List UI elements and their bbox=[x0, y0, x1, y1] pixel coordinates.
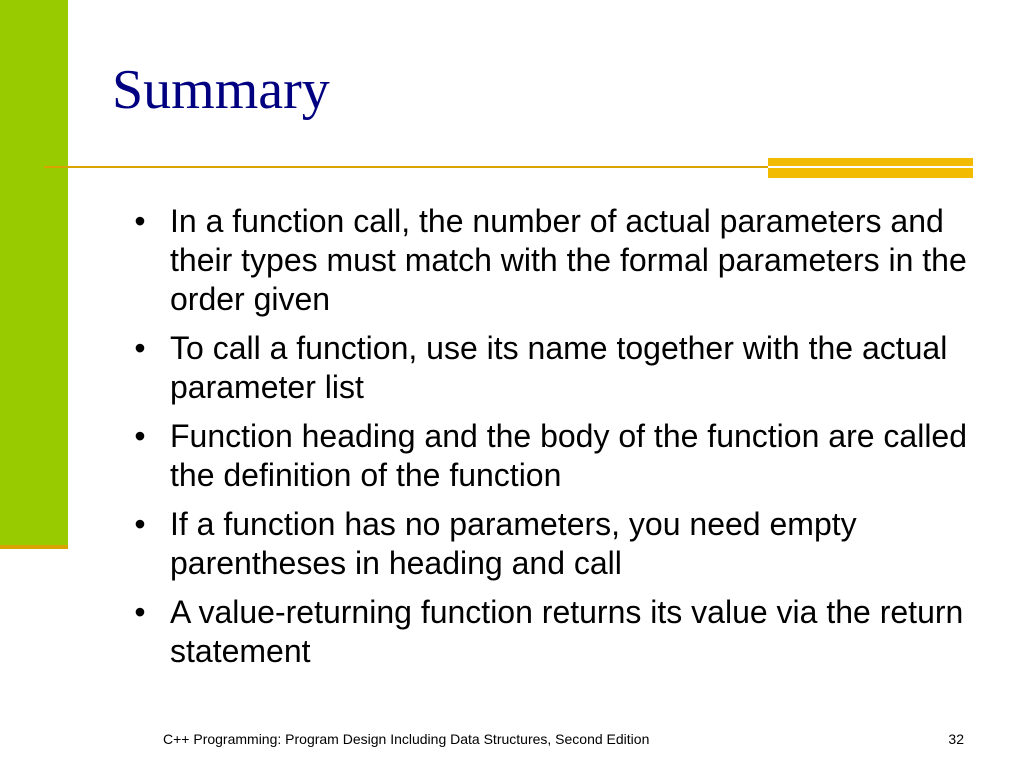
title-rule-block bbox=[768, 158, 973, 178]
bullet-dot-icon: • bbox=[134, 506, 146, 542]
bullet-text: To call a function, use its name together with the actual parameter list bbox=[170, 330, 948, 405]
bullet-item bbox=[126, 202, 996, 319]
bullet-text: Function heading and the body of the function are called the definition of the function bbox=[170, 418, 968, 493]
bullet-item bbox=[126, 329, 996, 407]
bullet-item bbox=[126, 505, 996, 583]
accent-bar bbox=[0, 0, 68, 545]
bullet-item bbox=[126, 593, 996, 671]
page-number: 32 bbox=[948, 731, 964, 747]
bullet-list bbox=[126, 202, 996, 681]
accent-bar-edge bbox=[0, 545, 68, 549]
bullet-item bbox=[126, 417, 996, 495]
bullet-dot-icon: • bbox=[134, 330, 146, 366]
bullet-text: A value-returning function returns its value via the return statement bbox=[170, 594, 964, 669]
bullet-text: In a function call, the number of actual parameters and their types must match with the formal parameters in the order given bbox=[170, 203, 967, 317]
bullet-dot-icon: • bbox=[134, 594, 146, 630]
bullet-dot-icon: • bbox=[134, 203, 146, 239]
bullet-dot-icon: • bbox=[134, 418, 146, 454]
bullet-text: If a function has no parameters, you need empty parentheses in heading and call bbox=[170, 506, 857, 581]
title-rule bbox=[44, 166, 770, 168]
slide-title: Summary bbox=[112, 59, 330, 121]
slide-footer: C++ Programming: Program Design Including Data Structures, Second Edition bbox=[163, 731, 650, 747]
